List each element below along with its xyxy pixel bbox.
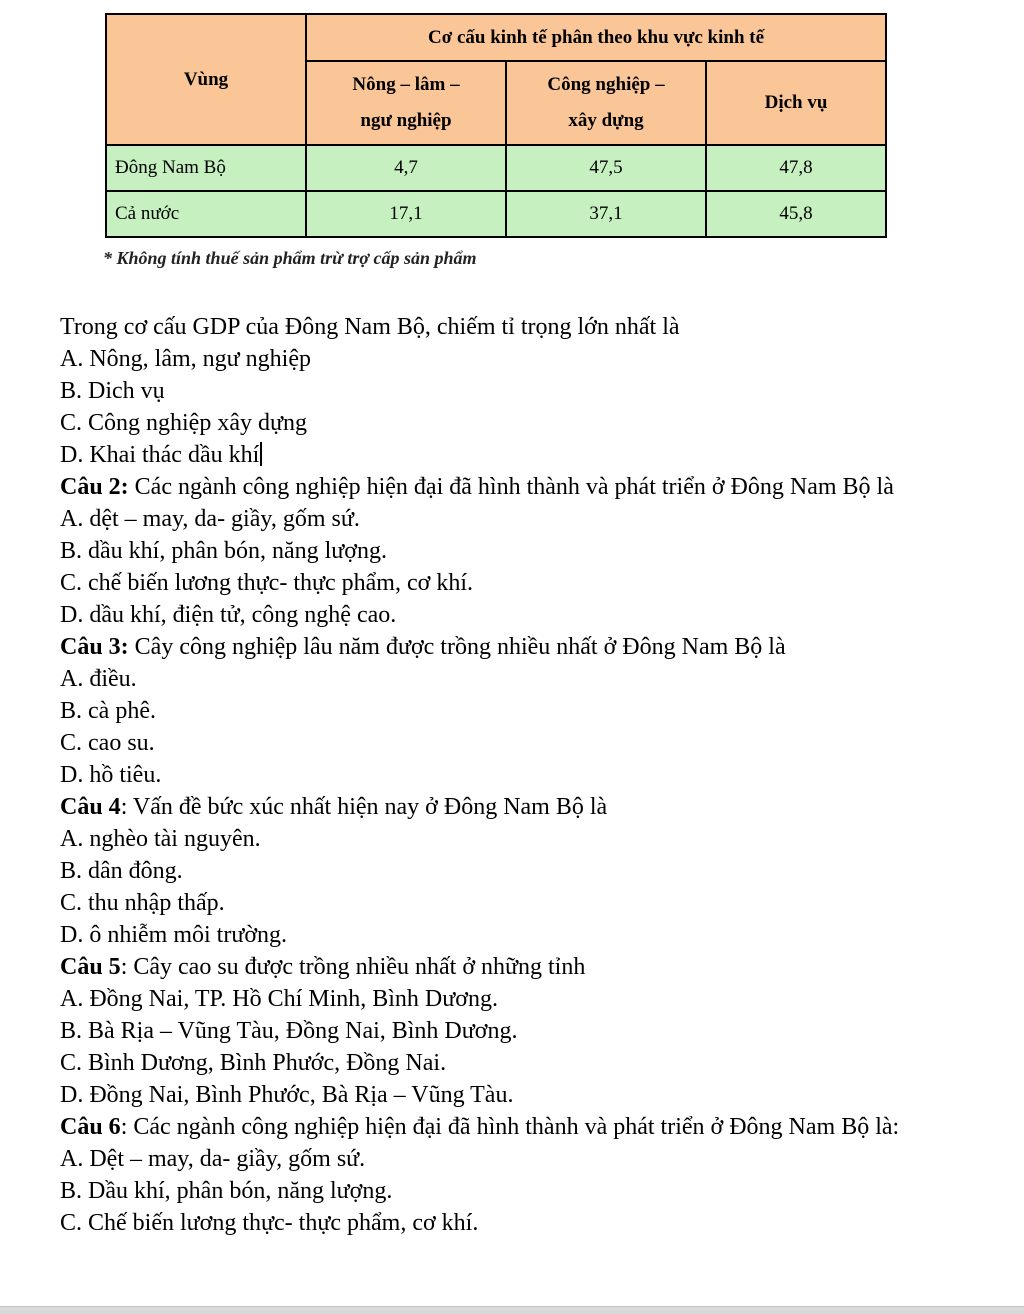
question-5-option-c: C. Bình Dương, Bình Phước, Đồng Nai. [60,1050,447,1076]
question-5-body: : Cây cao su được trồng nhiều nhất ở những tỉnh [120,954,586,980]
question-3-label: Câu 3: [60,634,129,660]
question-1-text: Trong cơ cấu GDP của Đông Nam Bộ, chiếm tỉ trọng lớn nhất là [60,314,680,340]
question-list [60,311,1000,1239]
question-4-option-b: B. dân đông. [60,858,183,884]
service-cell: 47,8 [706,145,886,191]
question-2-body: Các ngành công nghiệp hiện đại đã hình thành và phát triển ở Đông Nam Bộ là [128,474,894,500]
question-4-label: Câu 4 [60,794,121,820]
question-2-option-d: D. dầu khí, điện tử, công nghệ cao. [60,602,397,628]
region-cell: Đông Nam Bộ [106,145,306,191]
question-6-option-a: A. Dệt – may, da- giầy, gốm sứ. [60,1146,366,1172]
question-1-option-a: A. Nông, lâm, ngư nghiệp [60,346,311,372]
agriculture-cell: 4,7 [306,145,506,191]
question-3-option-d: D. hồ tiêu. [60,762,162,788]
question-4-body: : Vấn đề bức xúc nhất hiện nay ở Đông Nam Bộ là [120,794,608,820]
question-1-option-b: B. Dich vụ [60,378,165,404]
table-row [106,191,886,237]
table-footnote: * Không tính thuế sản phẩm trừ trợ cấp sản phẩm [103,248,477,268]
question-4-option-c: C. thu nhập thấp. [60,890,225,916]
industry-header [506,61,706,145]
service-cell: 45,8 [706,191,886,237]
question-3-body: Cây công nghiệp lâu năm được trồng nhiều nhất ở Đông Nam Bộ là [128,634,786,660]
question-5-option-d: D. Đồng Nai, Bình Phước, Bà Rịa – Vũng Tàu. [60,1082,514,1108]
industry-cell: 37,1 [506,191,706,237]
question-1-option-c: C. Công nghiệp xây dựng [60,410,307,436]
agriculture-header-line1: Nông – lâm – [352,74,460,95]
question-2-text [60,471,1000,503]
table-row [106,145,886,191]
question-3-option-a: A. điều. [60,666,137,692]
industry-header-line1: Công nghiệp – [547,74,665,95]
agriculture-cell: 17,1 [306,191,506,237]
question-2-option-a: A. dệt – may, da- giầy, gốm sứ. [60,506,360,532]
region-header: Vùng [106,14,306,145]
question-6-option-c: C. Chế biến lương thực- thực phẩm, cơ khí. [60,1210,479,1236]
question-2-option-c: C. chế biến lương thực- thực phẩm, cơ khí. [60,570,473,596]
question-6-label: Câu 6 [60,1114,121,1140]
question-6-body: : Các ngành công nghiệp hiện đại đã hình thành và phát triển ở Đông Nam Bộ là: [120,1114,900,1140]
agriculture-header-line2: ngư nghiệp [360,110,452,131]
question-2-label: Câu 2: [60,474,129,500]
question-1-option-d [60,439,1000,471]
question-6-text [60,1111,1000,1143]
agriculture-header [306,61,506,145]
question-4-option-a: A. nghèo tài nguyên. [60,826,261,852]
question-4-text [60,791,1000,823]
economic-structure-table [105,13,887,238]
industry-header-line2: xây dựng [568,110,644,131]
question-6-option-b: B. Dầu khí, phân bón, năng lượng. [60,1178,393,1204]
service-header: Dịch vụ [706,61,886,145]
question-4-option-d: D. ô nhiễm môi trường. [60,922,288,948]
question-1-option-d-text: D. Khai thác dầu khí [60,442,260,468]
industry-cell: 47,5 [506,145,706,191]
question-5-option-a: A. Đồng Nai, TP. Hồ Chí Minh, Bình Dương. [60,986,498,1012]
question-3-text [60,631,1000,663]
region-cell: Cả nước [106,191,306,237]
question-5-option-b: B. Bà Rịa – Vũng Tàu, Đồng Nai, Bình Dương. [60,1018,518,1044]
question-3-option-c: C. cao su. [60,730,155,756]
question-5-label: Câu 5 [60,954,121,980]
text-cursor [260,442,262,466]
question-5-text [60,951,1000,983]
sector-group-header: Cơ cấu kinh tế phân theo khu vực kinh tế [306,14,886,61]
question-3-option-b: B. cà phê. [60,698,156,724]
question-2-option-b: B. dầu khí, phân bón, năng lượng. [60,538,387,564]
